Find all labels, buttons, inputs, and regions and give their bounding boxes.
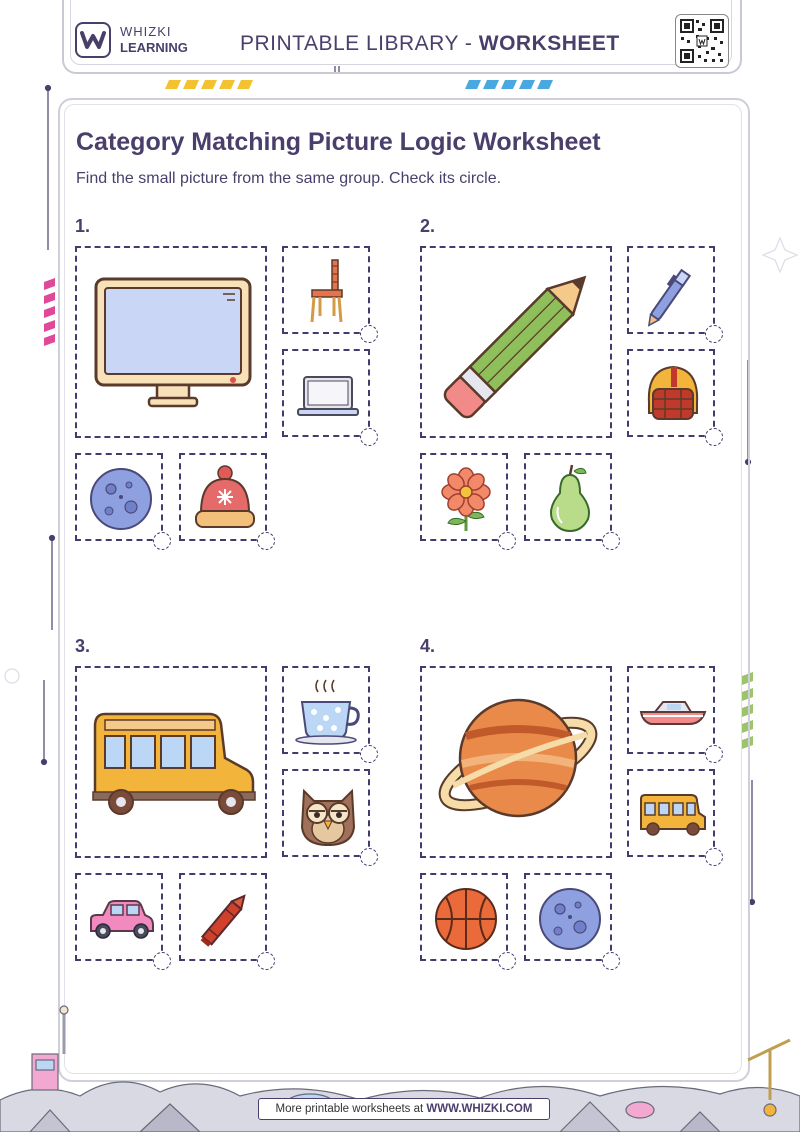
main-picture-box bbox=[420, 246, 612, 438]
option-box bbox=[420, 453, 508, 541]
option-box bbox=[627, 246, 715, 334]
computer-monitor-icon bbox=[93, 276, 253, 412]
answer-circle[interactable] bbox=[705, 325, 723, 343]
small-bus-icon bbox=[639, 791, 707, 837]
answer-circle[interactable] bbox=[360, 848, 378, 866]
planet-saturn-icon bbox=[436, 692, 600, 832]
answer-circle[interactable] bbox=[153, 952, 171, 970]
answer-circle[interactable] bbox=[705, 745, 723, 763]
owl-icon bbox=[296, 781, 360, 847]
option-box bbox=[524, 453, 612, 541]
teacup-icon bbox=[294, 678, 362, 744]
answer-circle[interactable] bbox=[360, 428, 378, 446]
answer-circle[interactable] bbox=[360, 745, 378, 763]
option-box bbox=[75, 873, 163, 961]
answer-circle[interactable] bbox=[498, 952, 516, 970]
main-picture-box bbox=[420, 666, 612, 858]
main-picture-box bbox=[75, 246, 267, 438]
answer-circle[interactable] bbox=[257, 952, 275, 970]
option-box bbox=[420, 873, 508, 961]
option-box bbox=[524, 873, 612, 961]
answer-circle[interactable] bbox=[705, 848, 723, 866]
option-box bbox=[627, 349, 715, 437]
brand-line-2: LEARNING bbox=[120, 40, 188, 55]
crayon-icon bbox=[193, 887, 257, 951]
option-box bbox=[75, 453, 163, 541]
basketball-icon bbox=[434, 887, 498, 951]
flower-icon bbox=[436, 465, 496, 533]
moon-icon bbox=[89, 467, 153, 531]
main-picture-box bbox=[75, 666, 267, 858]
answer-circle[interactable] bbox=[602, 532, 620, 550]
pen-icon bbox=[645, 258, 701, 324]
answer-circle[interactable] bbox=[705, 428, 723, 446]
question-number: 2. bbox=[420, 216, 436, 236]
worksheet-instructions: Find the small picture from the same group. Check its circle. bbox=[76, 170, 502, 187]
pink-car-icon bbox=[87, 899, 155, 941]
answer-circle[interactable] bbox=[498, 532, 516, 550]
option-box bbox=[282, 246, 370, 334]
chair-icon bbox=[308, 258, 348, 324]
winter-hat-icon bbox=[193, 465, 257, 531]
worksheet-title: Category Matching Picture Logic Worksheet bbox=[76, 128, 601, 156]
footer-link-bar[interactable] bbox=[258, 1098, 550, 1120]
pencil-icon bbox=[436, 264, 600, 424]
laptop-icon bbox=[296, 375, 360, 417]
speedboat-icon bbox=[639, 696, 707, 728]
option-box bbox=[282, 769, 370, 857]
question-number: 4. bbox=[420, 636, 436, 656]
brand-line-1: WHIZKI bbox=[120, 24, 172, 39]
answer-circle[interactable] bbox=[153, 532, 171, 550]
option-box bbox=[179, 453, 267, 541]
option-box bbox=[627, 666, 715, 754]
moon-icon bbox=[538, 887, 602, 951]
pear-icon bbox=[546, 463, 594, 533]
footer-text: More printable worksheets at bbox=[275, 1103, 427, 1115]
header-title-prefix: PRINTABLE LIBRARY - bbox=[240, 32, 479, 55]
option-box bbox=[282, 349, 370, 437]
option-box bbox=[627, 769, 715, 857]
option-box bbox=[282, 666, 370, 754]
question-number: 1. bbox=[75, 216, 91, 236]
header-title-bold: WORKSHEET bbox=[478, 32, 620, 55]
answer-circle[interactable] bbox=[360, 325, 378, 343]
question-number: 3. bbox=[75, 636, 91, 656]
footer-link[interactable]: WWW.WHIZKI.COM bbox=[426, 1103, 533, 1115]
football-helmet-icon bbox=[643, 363, 703, 425]
answer-circle[interactable] bbox=[257, 532, 275, 550]
answer-circle[interactable] bbox=[602, 952, 620, 970]
option-box bbox=[179, 873, 267, 961]
school-bus-icon bbox=[91, 708, 255, 818]
